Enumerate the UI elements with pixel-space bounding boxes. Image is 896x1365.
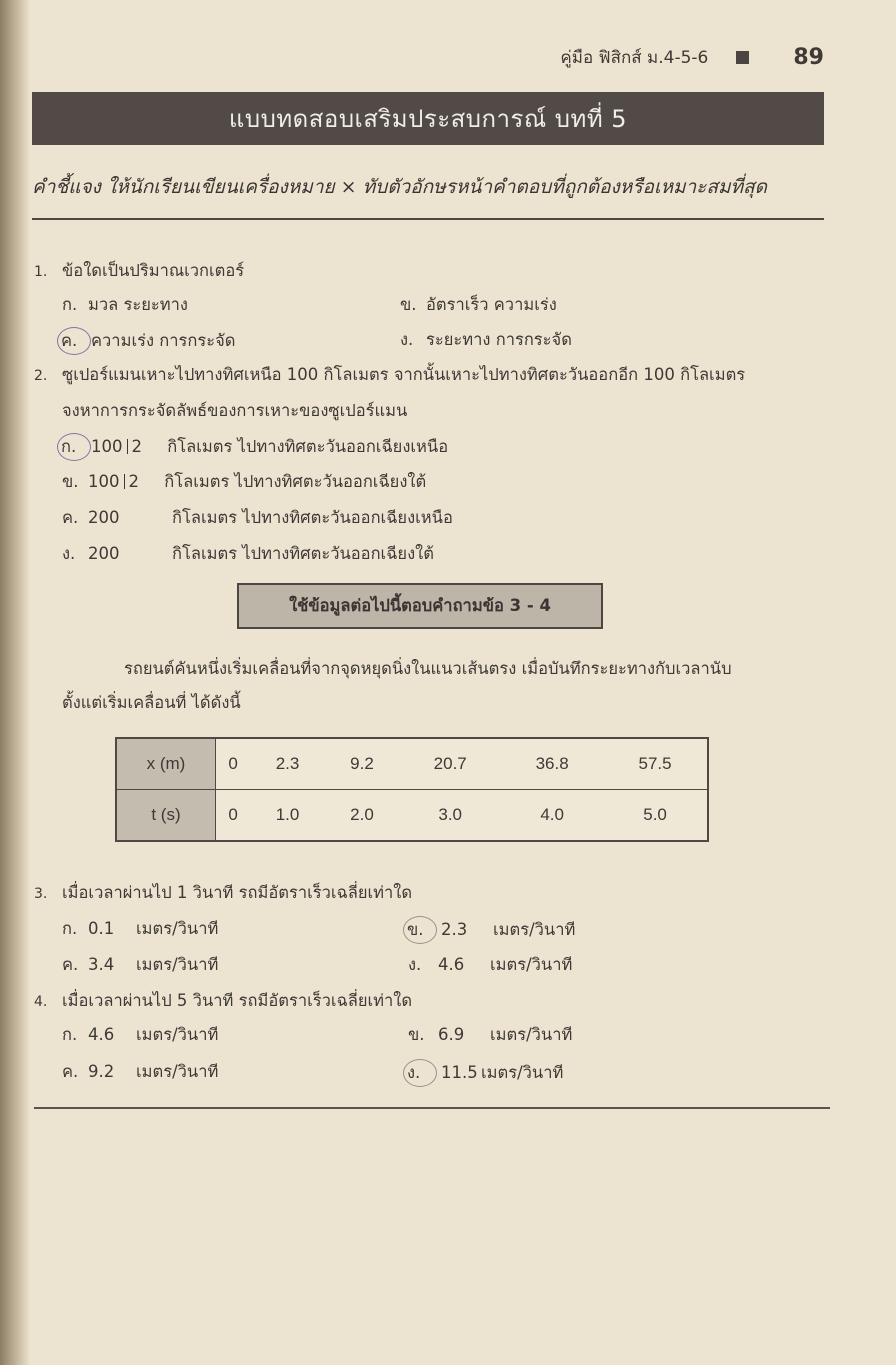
q4-option-c[interactable]: ค. 9.2 เมตร/วินาที [62,1062,219,1081]
q2-option-b[interactable]: ข. 100 2 กิโลเมตร ไปทางทิศตะวันออกเฉียงใต้ [62,472,427,491]
table-row [116,738,708,790]
bottom-divider [34,1107,830,1109]
data-table [115,737,709,842]
question-1: 1. ข้อใดเป็นปริมาณเวกเตอร์ [34,261,245,280]
table-cell: 3.0 [399,790,501,842]
running-title: คู่มือ ฟิสิกส์ ม.4-5-6 [560,48,709,68]
page-number: 89 [793,45,824,70]
q3-option-c[interactable]: ค. 3.4 เมตร/วินาที [62,955,219,974]
answer-circle-mark: ข. [403,916,437,944]
table-cell: 1.0 [250,790,324,842]
question-2: 2. ซูเปอร์แมนเหาะไปทางทิศเหนือ 100 กิโลเมตร จากนั้นเหาะไปทางทิศตะวันออกอีก 100 กิโลเมตร [34,365,746,384]
square-root-icon: 2 [124,474,140,489]
table-cell: 2.3 [250,738,324,790]
table-cell: 9.2 [325,738,399,790]
q1-option-c[interactable]: ค. ความเร่ง การกระจัด [62,327,235,355]
question-2-line2: จงหาการกระจัดลัพธ์ของการเหาะของซูเปอร์แมน [62,401,408,420]
chapter-title: แบบทดสอบเสริมประสบการณ์ บทที่ 5 [228,105,628,133]
divider [32,218,824,220]
page-header [560,44,824,71]
info-box: ใช้ข้อมูลต่อไปนี้ตอบคำถามข้อ 3 - 4 [237,583,603,629]
table-cell: 0 [216,738,251,790]
table-cell: 2.0 [325,790,399,842]
table-cell: 36.8 [501,738,603,790]
q3-option-a[interactable]: ก. 0.1 เมตร/วินาที [62,919,219,938]
row-header: t (s) [116,790,216,842]
q1-option-d[interactable]: ง. ระยะทาง การกระจัด [400,330,572,349]
q4-option-d[interactable]: ง. 11.5 เมตร/วินาที [408,1059,563,1087]
q3-option-d[interactable]: ง. 4.6 เมตร/วินาที [408,955,573,974]
answer-circle-mark: ง. [403,1059,437,1087]
q3-option-b[interactable]: ข. 2.3 เมตร/วินาที [408,916,575,944]
q1-option-b[interactable]: ข. อัตราเร็ว ความเร่ง [400,295,557,314]
q1-option-a[interactable]: ก. มวล ระยะทาง [62,295,188,314]
table-cell: 4.0 [501,790,603,842]
q4-option-a[interactable]: ก. 4.6 เมตร/วินาที [62,1025,219,1044]
question-4: 4. เมื่อเวลาผ่านไป 5 วินาที รถมีอัตราเร็วเฉลี่ยเท่าใด [34,991,413,1010]
passage-line-1: รถยนต์คันหนึ่งเริ่มเคลื่อนที่จากจุดหยุดนิ่งในแนวเส้นตรง เมื่อบันทึกระยะทางกับเวลานับ [124,659,732,678]
passage-line-2: ตั้งแต่เริ่มเคลื่อนที่ ได้ดังนี้ [62,693,241,712]
question-3: 3. เมื่อเวลาผ่านไป 1 วินาที รถมีอัตราเร็วเฉลี่ยเท่าใด [34,883,413,902]
table-row [116,790,708,842]
answer-circle-mark: ก. [57,433,91,461]
table-cell: 20.7 [399,738,501,790]
table-cell: 0 [216,790,251,842]
chapter-title-bar [32,92,824,145]
answer-circle-mark: ค. [57,327,91,355]
q2-option-c[interactable]: ค. 200 กิโลเมตร ไปทางทิศตะวันออกเฉียงเหนือ [62,508,453,527]
table-cell: 5.0 [603,790,708,842]
q4-option-b[interactable]: ข. 6.9 เมตร/วินาที [408,1025,573,1044]
table-cell: 57.5 [603,738,708,790]
book-spine-shadow [0,0,30,1365]
square-bullet-icon [736,51,749,64]
q2-option-a[interactable]: ก. 100 2 กิโลเมตร ไปทางทิศตะวันออกเฉียงเหนือ [62,433,448,461]
q2-option-d[interactable]: ง. 200 กิโลเมตร ไปทางทิศตะวันออกเฉียงใต้ [62,544,434,563]
row-header: x (m) [116,738,216,790]
square-root-icon: 2 [127,439,143,454]
instructions: คำชี้แจง ให้นักเรียนเขียนเครื่องหมาย × ทับตัวอักษรหน้าคำตอบที่ถูกต้องหรือเหมาะสมที่สุด [32,176,767,198]
